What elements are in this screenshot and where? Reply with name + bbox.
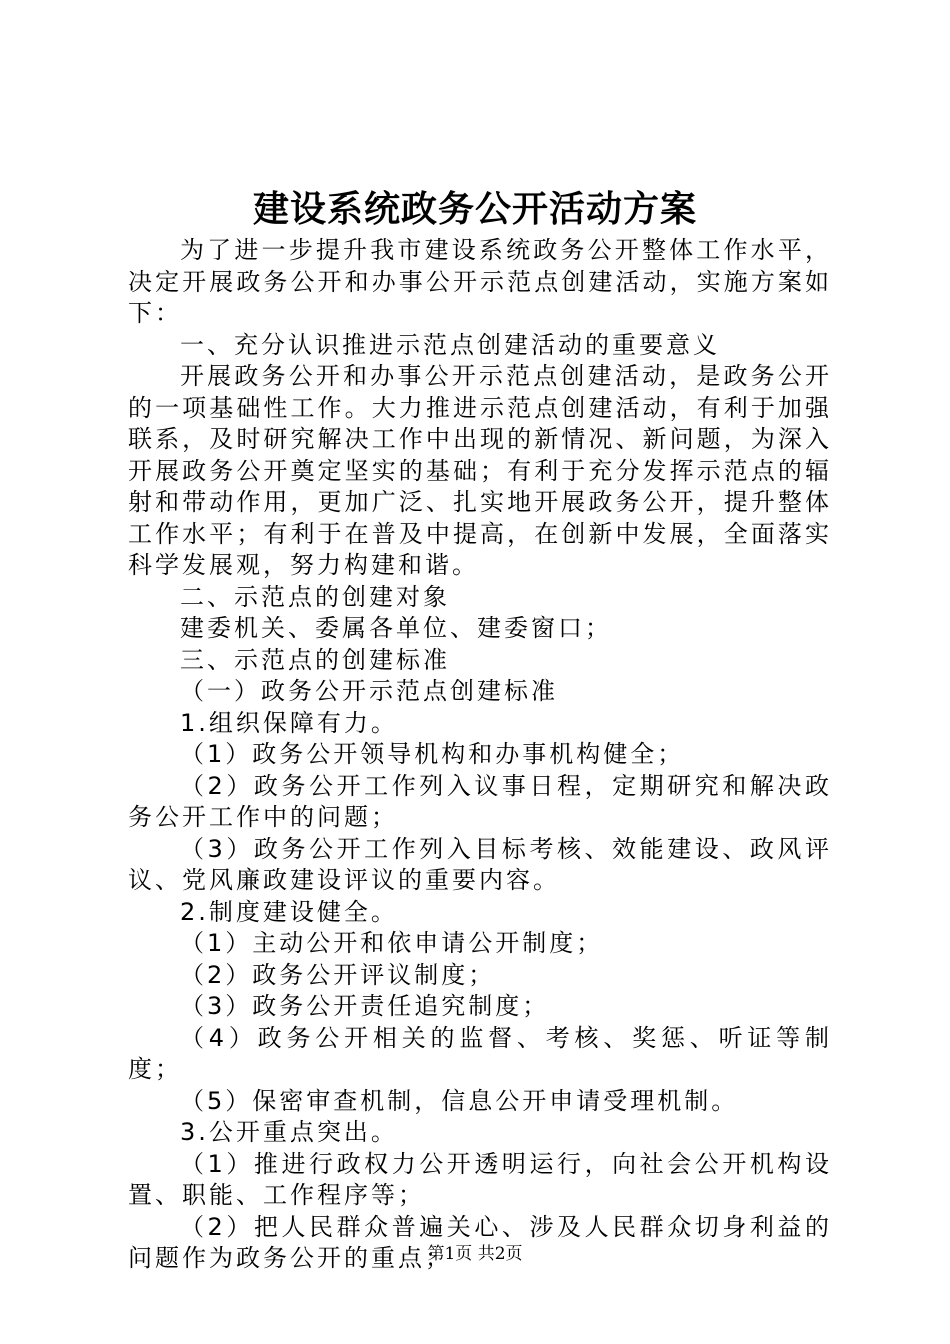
list-item: （2）政务公开工作列入议事日程，定期研究和解决政务公开工作中的问题； <box>128 771 832 831</box>
paragraph-significance: 开展政务公开和办事公开示范点创建活动，是政务公开的一项基础性工作。大力推进示范点创建活动，有利于加强联系，及时研究解决工作中出现的新情况、新问题，为深入开展政务公开奠定坚实的基础；有利于充分发挥示范点的辐射和带动作用，更加广泛、扎实地开展政务公开，提升整体工作水平；有利于在普及中提高，在创新中发展，全面落实科学发展观，努力构建和谐。 <box>128 362 832 579</box>
list-item: （3）政务公开工作列入目标考核、效能建设、政风评议、党风廉政建设评议的重要内容。 <box>128 834 832 894</box>
subsection-heading-1: （一）政务公开示范点创建标准 <box>180 677 558 705</box>
list-item: （1）政务公开领导机构和办事机构健全； <box>180 740 685 768</box>
list-item: （2）政务公开评议制度； <box>180 960 496 989</box>
item-heading-2: 2.制度建设健全。 <box>180 897 398 926</box>
list-item: （3）政务公开责任追究制度； <box>180 992 550 1020</box>
paragraph-intro: 为了进一步提升我市建设系统政务公开整体工作水平，决定开展政务公开和办事公开示范点创建活动，实施方案如下： <box>128 236 832 327</box>
page-footer: 第1页 共2页 <box>427 1244 523 1264</box>
list-item: （4）政务公开相关的监督、考核、奖惩、听证等制度； <box>128 1023 832 1083</box>
list-item: （1）主动公开和依申请公开制度； <box>180 929 604 957</box>
document-body <box>128 235 832 1275</box>
document-title: 建设系统政务公开活动方案 <box>252 188 697 230</box>
list-item: （1）推进行政权力公开透明运行，向社会公开机构设置、职能、工作程序等； <box>128 1149 832 1209</box>
paragraph-targets: 建委机关、委属各单位、建委窗口； <box>180 614 612 642</box>
section-heading-3: 三、示范点的创建标准 <box>180 645 450 674</box>
item-heading-1: 1.组织保障有力。 <box>180 708 398 737</box>
item-heading-3: 3.公开重点突出。 <box>180 1118 398 1146</box>
list-item: （2）把人民群众普遍关心、涉及人民群众切身利益的问题作为政务公开的重点； <box>128 1212 832 1272</box>
section-heading-2: 二、示范点的创建对象 <box>180 582 450 611</box>
list-item: （5）保密审查机制，信息公开申请受理机制。 <box>180 1086 739 1115</box>
section-heading-1: 一、充分认识推进示范点创建活动的重要意义 <box>180 330 720 359</box>
